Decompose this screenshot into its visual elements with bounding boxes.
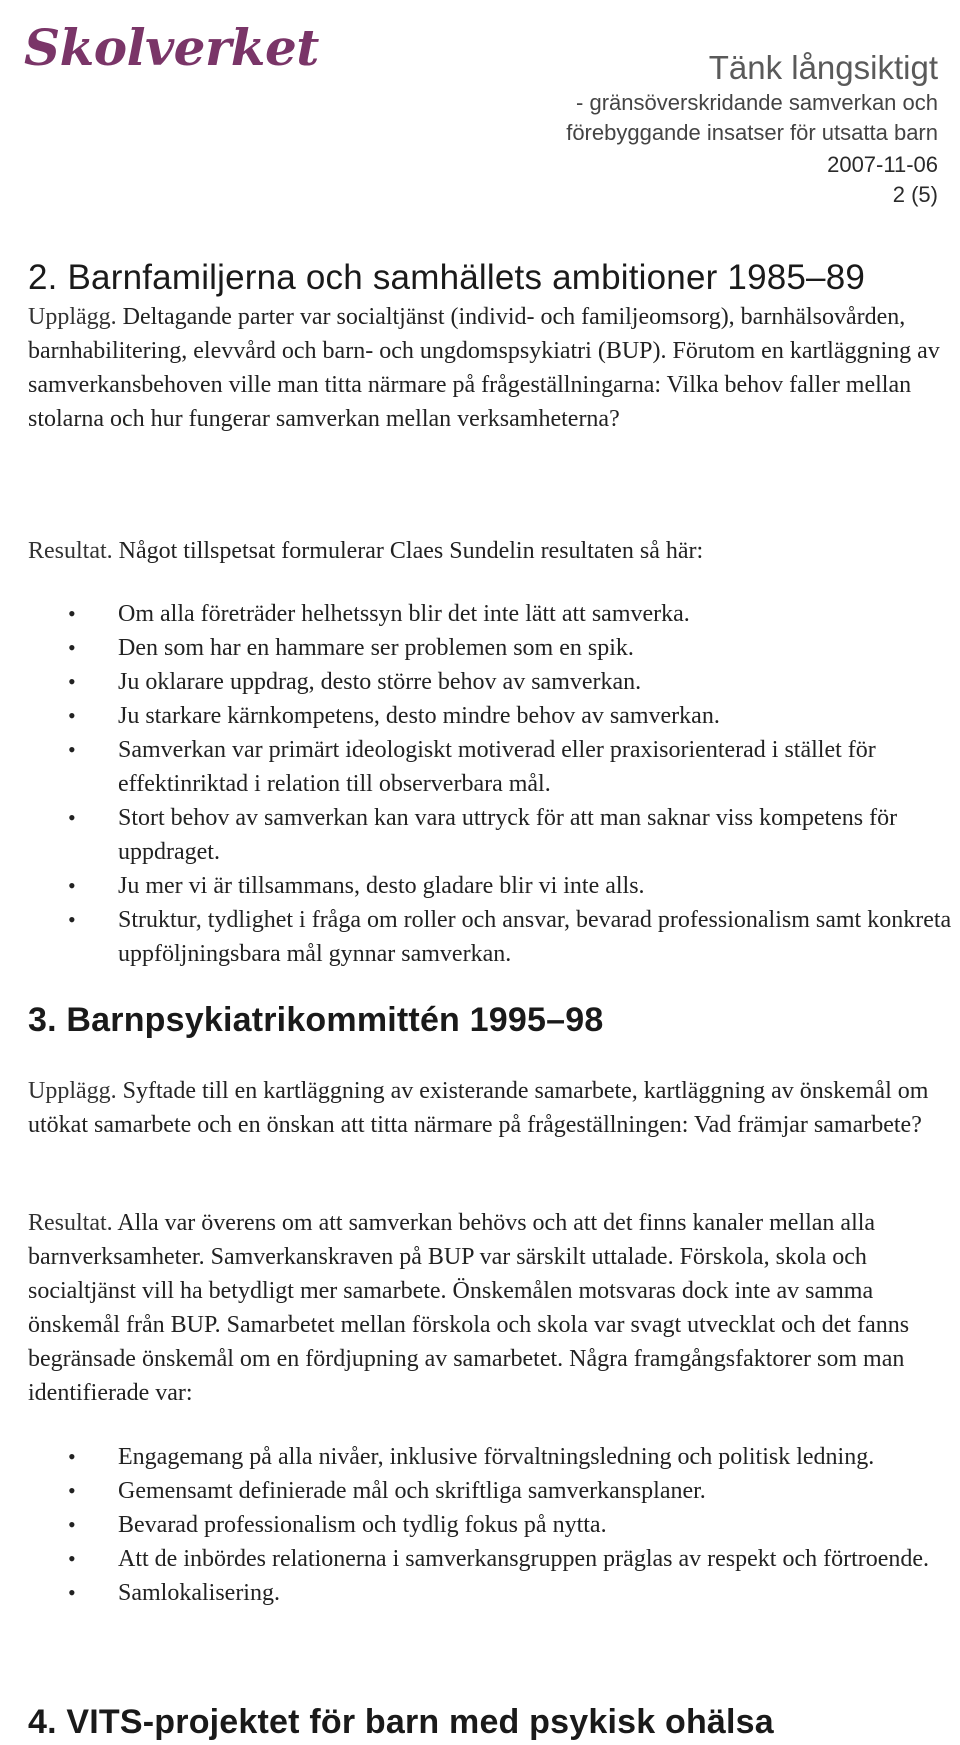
list-item-text: Samlokalisering. (118, 1580, 280, 1606)
document-subtitle-line-2: förebyggande insatser för utsatta barn (566, 120, 938, 145)
list-item-text: Engagemang på alla nivåer, inklusive förvaltningsledning och politisk ledning. (118, 1444, 875, 1470)
list-item (28, 1474, 958, 1508)
list-item-text: Den som har en hammare ser problemen som en spik. (118, 635, 634, 661)
section-2-bullet-list (28, 597, 958, 971)
document-title: Tänk långsiktigt (708, 49, 938, 86)
bullet-marker: • (68, 907, 76, 932)
list-item (28, 1440, 958, 1474)
resultat-text: Något tillspetsat formulerar Claes Sundelin resultaten så här: (112, 538, 704, 564)
upplagg-text: Syftade till en kartläggning av existerande samarbete, kartläggning av önskemål om utökat samarbete och en önskan att titta närmare på frågeställningen: Vad främjar samarbete? (28, 1078, 929, 1138)
bullet-marker: • (68, 669, 76, 694)
bullet-marker: • (68, 737, 76, 762)
list-item (28, 1508, 958, 1542)
list-item-text: Bevarad professionalism och tydlig fokus på nytta. (118, 1512, 607, 1538)
bullet-marker: • (68, 1580, 76, 1605)
bullet-marker: • (68, 1546, 76, 1571)
bullet-marker: • (68, 703, 76, 728)
list-item (28, 665, 958, 699)
upplagg-text: Deltagande parter var socialtjänst (individ- och familjeomsorg), barnhälsovården, barnhabilitering, elevvård och barn- och ungdomspsykiatri (BUP). Förutom en kartläggning av samverkansbehoven ville man titta närmare på frågeställningarna: Vilka behov faller mellan stolarna och hur fungerar samverkan mellan verksamheterna? (28, 304, 940, 432)
list-item (28, 699, 958, 733)
list-item (28, 801, 958, 869)
resultat-text: Alla var överens om att samverkan behövs och att det finns kanaler mellan alla barnverksamheter. Samverkanskraven på BUP var särskilt uttalade. Förskola, skola och socialtjänst vill ha betydligt mer samarbete. Önskemålen motsvaras dock inte av samma önskemål från BUP. Samarbetet mellan förskola och skola var svagt utvecklat och det fanns begränsade önskemål om en fördjupning av samarbetet. Några framgångsfaktorer som man identifierade var: (28, 1210, 910, 1406)
skolverket-logo: Skolverket (24, 18, 319, 77)
bullet-marker: • (68, 805, 76, 830)
section-4-heading: 4. VITS-projektet för barn med psykisk ohälsa (28, 1703, 774, 1741)
section-2-resultat-paragraph (28, 534, 958, 568)
section-3-upplagg-paragraph (28, 1074, 958, 1142)
document-header (566, 48, 938, 210)
section-2-heading: 2. Barnfamiljerna och samhällets ambitioner 1985–89 (28, 258, 866, 297)
list-item (28, 1576, 958, 1610)
list-item-text: Struktur, tydlighet i fråga om roller och ansvar, bevarad professionalism samt konkreta uppföljningsbara mål gynnar samverkan. (118, 907, 952, 967)
bullet-marker: • (68, 601, 76, 626)
list-item-text: Gemensamt definierade mål och skriftliga samverkansplaner. (118, 1478, 706, 1504)
bullet-marker: • (68, 1512, 76, 1537)
list-item (28, 631, 958, 665)
list-item-text: Om alla företräder helhetssyn blir det inte lätt att samverka. (118, 601, 690, 627)
page-number: 2 (5) (892, 182, 938, 207)
list-item-text: Stort behov av samverkan kan vara uttryck för att man saknar viss kompetens för uppdraget. (118, 805, 898, 865)
list-item (28, 733, 958, 801)
bullet-marker: • (68, 635, 76, 660)
bullet-marker: • (68, 873, 76, 898)
document-date: 2007-11-06 (827, 152, 938, 177)
bullet-marker: • (68, 1444, 76, 1469)
resultat-label: Resultat. (28, 538, 113, 564)
list-item-text: Ju starkare kärnkompetens, desto mindre behov av samverkan. (118, 703, 720, 729)
list-item (28, 597, 958, 631)
document-subtitle-line-1: - gränsöverskridande samverkan och (576, 90, 938, 115)
resultat-label: Resultat. (28, 1210, 113, 1236)
list-item-text: Ju mer vi är tillsammans, desto gladare blir vi inte alls. (118, 873, 645, 899)
upplagg-label: Upplägg. (28, 1078, 117, 1104)
section-2-upplagg-paragraph (28, 300, 958, 436)
bullet-marker: • (68, 1478, 76, 1503)
list-item-text: Ju oklarare uppdrag, desto större behov av samverkan. (118, 669, 642, 695)
list-item (28, 1542, 958, 1576)
list-item (28, 869, 958, 903)
section-3-heading: 3. Barnpsykiatrikommittén 1995–98 (28, 1001, 604, 1039)
list-item-text: Samverkan var primärt ideologiskt motiverad eller praxisorienterad i stället för effektinriktad i relation till observerbara mål. (118, 737, 876, 797)
section-3-bullet-list (28, 1440, 958, 1610)
list-item-text: Att de inbördes relationerna i samverkansgruppen präglas av respekt och förtroende. (118, 1546, 930, 1572)
list-item (28, 903, 958, 971)
section-3-resultat-paragraph (28, 1206, 958, 1410)
upplagg-label: Upplägg. (28, 304, 117, 330)
